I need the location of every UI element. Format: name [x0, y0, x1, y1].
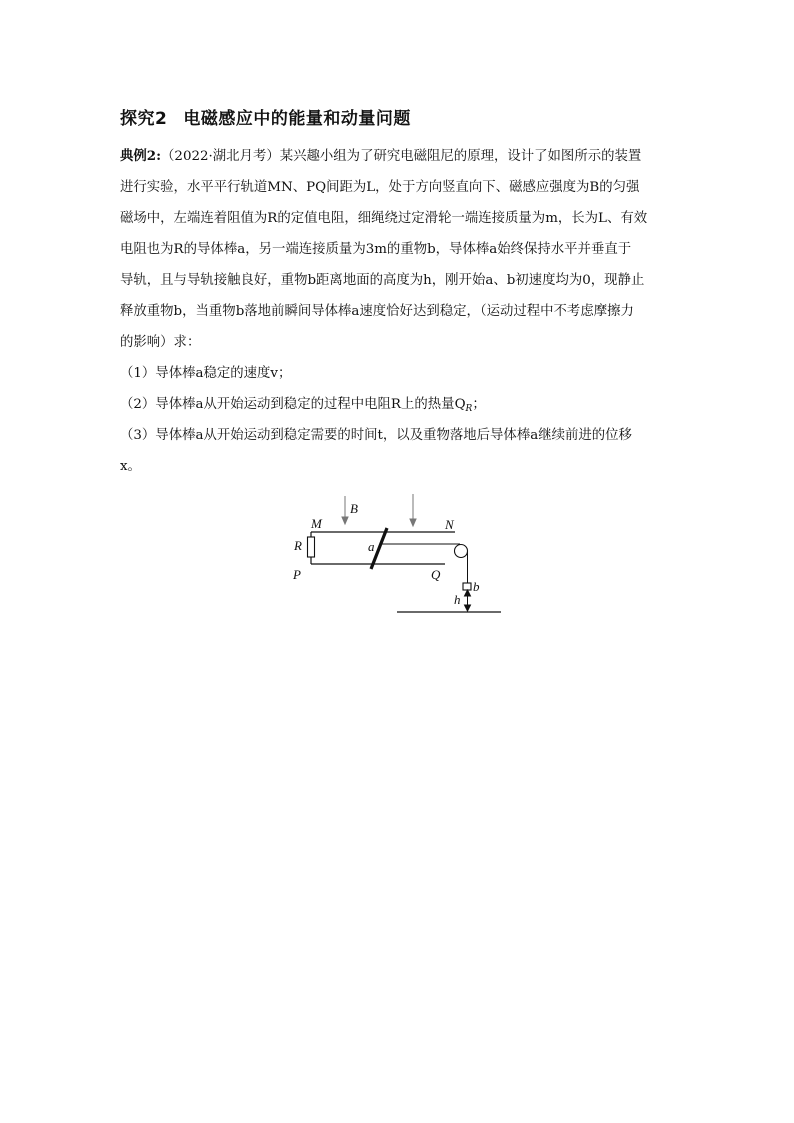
question-2-text: （2）导体棒a从开始运动到稳定的过程中电阻R上的热量Q	[120, 397, 466, 412]
example-line-1	[120, 141, 675, 172]
question-2	[120, 389, 675, 420]
question-2-end: ；	[472, 397, 486, 412]
section-title: 电磁感应中的能量和动量问题	[183, 109, 411, 129]
label-b-field: B	[350, 501, 358, 516]
example-text-1: 某兴趣小组为了研究电磁阻尼的原理，设计了如图所示的装置	[279, 149, 642, 164]
example-line-3: 磁场中，左端连着阻值为R的定值电阻，细绳绕过定滑轮一端连接质量为m，长为L、有效	[120, 211, 648, 226]
field-arrow-2	[410, 494, 416, 526]
example-line-7: 的影响）求：	[120, 335, 201, 350]
label-m: M	[311, 516, 322, 531]
label-n: N	[445, 517, 454, 532]
question-2-subscript: R	[465, 404, 473, 414]
example-source: （2022·湖北月考）	[161, 149, 280, 164]
example-line-5: 导轨，且与导轨接触良好，重物b距离地面的高度为h，刚开始a、b初速度均为0，现静止	[120, 273, 645, 288]
label-weight-b: b	[473, 579, 480, 594]
label-rod-a: a	[368, 539, 375, 554]
label-q: Q	[431, 567, 441, 582]
example-line-2: 进行实验，水平平行轨道MN、PQ间距为L，处于方向竖直向下、磁感应强度为B的匀强	[120, 180, 640, 195]
weight-block	[463, 583, 471, 590]
section-heading	[120, 104, 411, 129]
question-3-cont: x。	[120, 459, 141, 474]
label-r: R	[294, 538, 302, 553]
pulley	[455, 545, 468, 558]
example-label: 典例2:	[120, 148, 162, 164]
label-p: P	[293, 567, 301, 582]
example-line-6: 释放重物b，当重物b落地前瞬间导体棒a速度恰好达到稳定，（运动过程中不考虑摩擦力	[120, 304, 634, 319]
field-arrow-1	[342, 496, 348, 524]
question-3: （3）导体棒a从开始运动到稳定需要的时间t，以及重物落地后导体棒a继续前进的位移	[120, 428, 632, 443]
problem-text	[120, 141, 675, 482]
example-line-4: 电阻也为R的导体棒a，另一端连接质量为3m的重物b，导体棒a始终保持水平并垂直于	[120, 242, 632, 257]
section-label: 探究2	[120, 109, 168, 129]
resistor	[308, 537, 315, 557]
rail-diagram	[285, 488, 515, 618]
height-arrow	[465, 590, 471, 611]
question-1: （1）导体棒a稳定的速度v；	[120, 366, 292, 381]
label-height-h: h	[454, 592, 461, 607]
